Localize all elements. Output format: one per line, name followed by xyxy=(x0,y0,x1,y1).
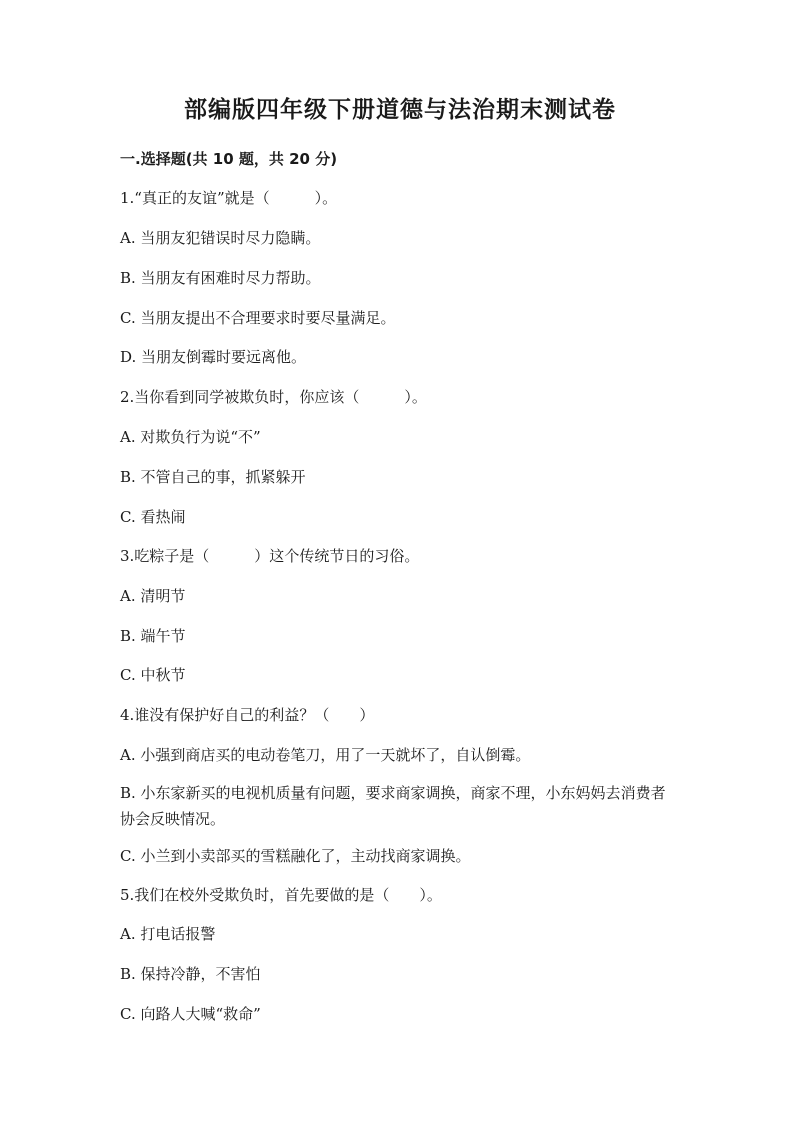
page-title: 部编版四年级下册道德与法治期末测试卷 xyxy=(184,97,616,123)
question-3-stem: 3.吃粽子是（ ）这个传统节日的习俗。 xyxy=(120,547,420,565)
question-1-option-c: C. 当朋友提出不合理要求时要尽量满足。 xyxy=(120,309,396,327)
question-2-option-c: C. 看热闹 xyxy=(120,508,186,526)
section-heading: 一.选择题(共 10 题，共 20 分) xyxy=(120,150,338,168)
question-1-option-b: B. 当朋友有困难时尽力帮助。 xyxy=(120,269,321,287)
question-4-option-b: B. 小东家新买的电视机质量有问题，要求商家调换，商家不理，小东妈妈去消费者协会反映情况。 xyxy=(120,784,666,828)
question-5-option-a: A. 打电话报警 xyxy=(120,925,216,943)
question-5-option-b: B. 保持冷静，不害怕 xyxy=(120,965,261,983)
question-2-option-a: A. 对欺负行为说“不” xyxy=(120,428,261,446)
question-2-stem: 2.当你看到同学被欺负时，你应该（ ）。 xyxy=(120,388,427,406)
question-3-option-b: B. 端午节 xyxy=(120,627,186,645)
question-4-option-c: C. 小兰到小卖部买的雪糕融化了，主动找商家调换。 xyxy=(120,847,471,865)
question-1-option-d: D. 当朋友倒霉时要远离他。 xyxy=(120,348,307,366)
question-5-stem: 5.我们在校外受欺负时，首先要做的是（ ）。 xyxy=(120,886,442,904)
question-4-option-a: A. 小强到商店买的电动卷笔刀，用了一天就坏了，自认倒霉。 xyxy=(120,746,531,764)
question-3-option-c: C. 中秋节 xyxy=(120,666,186,684)
question-3-option-a: A. 清明节 xyxy=(120,587,186,605)
question-4-stem: 4.谁没有保护好自己的利益？（ ） xyxy=(120,706,375,724)
question-1-option-a: A. 当朋友犯错误时尽力隐瞒。 xyxy=(120,229,321,247)
question-5-option-c: C. 向路人大喊“救命” xyxy=(120,1005,261,1023)
question-2-option-b: B. 不管自己的事，抓紧躲开 xyxy=(120,468,306,486)
question-1-stem: 1.“真正的友谊”就是（ ）。 xyxy=(120,189,338,207)
